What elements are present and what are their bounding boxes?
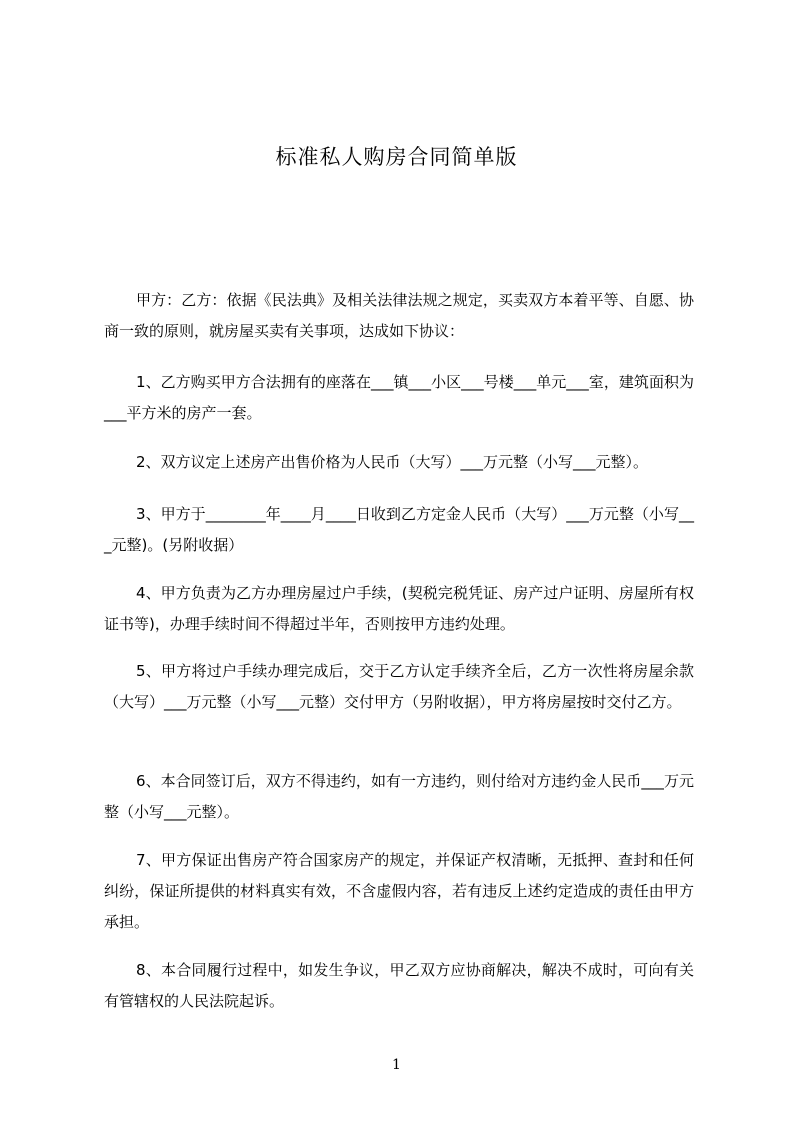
clause-1-paragraph: 1、乙方购买甲方合法拥有的座落在___镇___小区___号楼___单元___室，建筑面积为___平方米的房产一套。 [104,373,694,422]
clause-7-paragraph: 7、甲方保证出售房产符合国家房产的规定，并保证产权清晰，无抵押、查封和任何纠纷，保证所提供的材料真实有效，不含虚假内容，若有违反上述约定造成的责任由甲方承担。 [104,851,694,931]
clause-3-paragraph: 3、甲方于________年____月____日收到乙方定金人民币（大写）___万元整（小写___元整)。(另附收据） [104,505,694,554]
document-title: 标准私人购房合同简单版 [275,145,518,169]
clause-4-paragraph: 4、甲方负责为乙方办理房屋过户手续，(契税完税凭证、房产过户证明、房屋所有权证书等)，办理手续时间不得超过半年，否则按甲方违约处理。 [104,584,694,633]
clause-8-paragraph: 8、本合同履行过程中，如发生争议，甲乙双方应协商解决，解决不成时，可向有关有管辖权的人民法院起诉。 [104,961,694,1010]
clause-5-paragraph: 5、甲方将过户手续办理完成后，交于乙方认定手续齐全后，乙方一次性将房屋余款（大写）___万元整（小写___元整）交付甲方（另附收据），甲方将房屋按时交付乙方。 [104,662,694,711]
page-number: 1 [392,1057,401,1073]
clause-2-paragraph: 2、双方议定上述房产出售价格为人民币（大写）___万元整（小写___元整）。 [136,453,649,471]
clause-6-paragraph: 6、本合同签订后，双方不得违约，如有一方违约，则付给对方违约金人民币___万元整（小写___元整）。 [104,772,694,821]
intro-paragraph: 甲方：乙方：依据《民法典》及相关法律法规之规定，买卖双方本着平等、自愿、协商一致的原则，就房屋买卖有关事项，达成如下协议： [104,291,694,340]
